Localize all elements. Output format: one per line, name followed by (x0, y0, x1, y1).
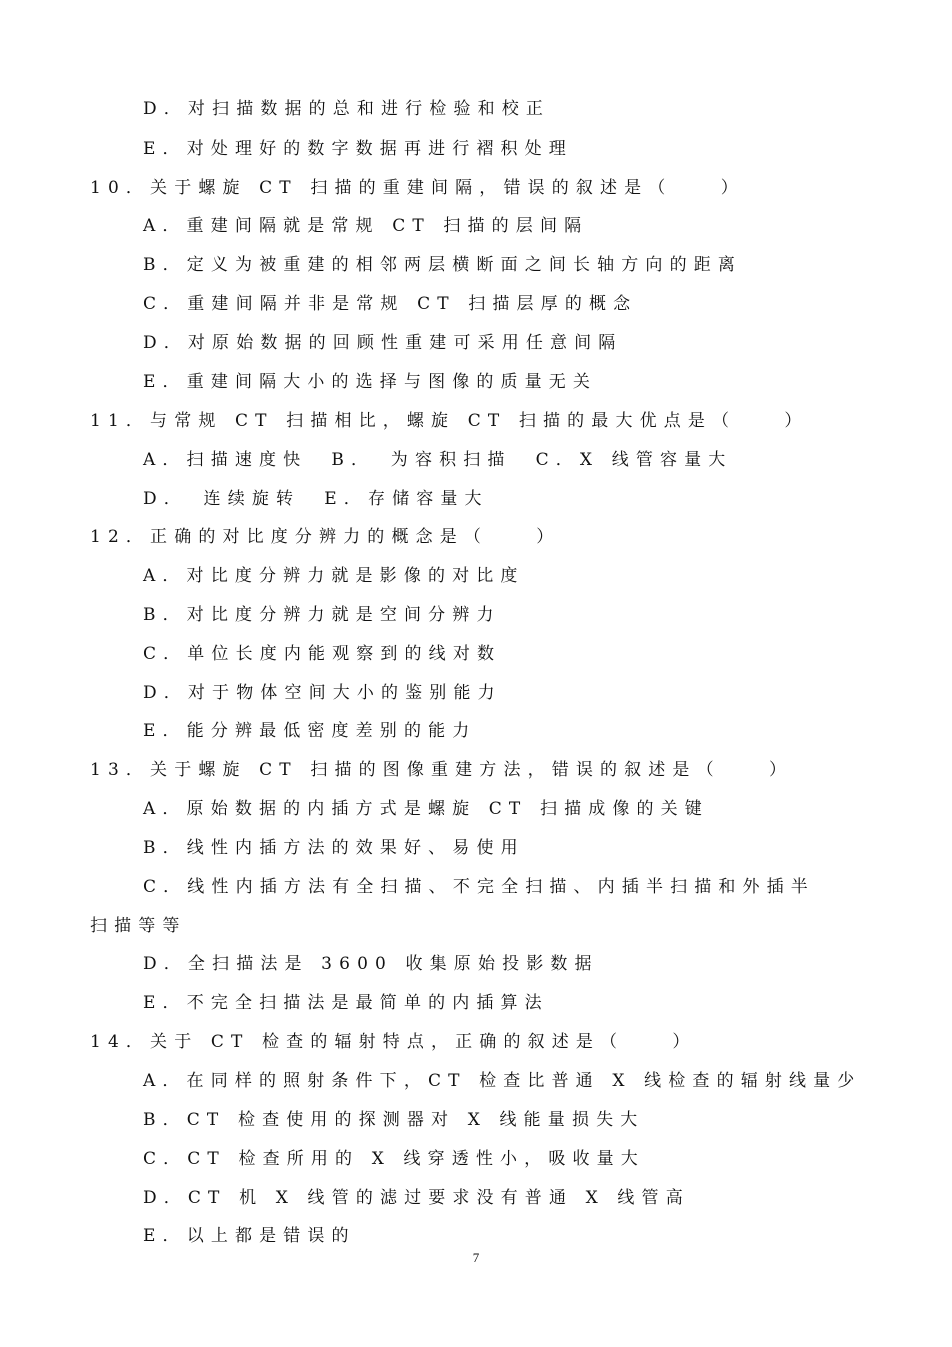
option-line: C．线性内插方法有全扫描、不完全扫描、内插半扫描和外插半 (143, 877, 815, 897)
option-line: D．对于物体空间大小的鉴别能力 (143, 683, 502, 703)
option-line: C．重建间隔并非是常规 CT 扫描层厚的概念 (143, 294, 638, 314)
option-line: B．对比度分辨力就是空间分辨力 (143, 605, 501, 625)
option-line: A．扫描速度快 B． 为容积扫描 C．X 线管容量大 (143, 450, 733, 470)
page-number: 7 (472, 1250, 480, 1265)
option-line: C．CT 检查所用的 X 线穿透性小，吸收量大 (143, 1149, 645, 1169)
option-line: E．能分辨最低密度差别的能力 (143, 721, 477, 741)
option-line: D．全扫描法是 3600 收集原始投影数据 (143, 954, 599, 974)
question-line: 13．关于螺旋 CT 扫描的图像重建方法，错误的叙述是（ ） (90, 760, 794, 780)
option-line: E．不完全扫描法是最简单的内插算法 (143, 993, 549, 1013)
option-line: A．原始数据的内插方式是螺旋 CT 扫描成像的关键 (143, 799, 709, 819)
option-line: A．重建间隔就是常规 CT 扫描的层间隔 (143, 216, 589, 236)
question-line: 12．正确的对比度分辨力的概念是（ ） (90, 527, 561, 547)
option-line: D．对原始数据的回顾性重建可采用任意间隔 (143, 333, 623, 353)
option-line: D．CT 机 X 线管的滤过要求没有普通 X 线管高 (143, 1188, 690, 1208)
option-line: B．CT 检查使用的探测器对 X 线能量损失大 (143, 1110, 645, 1130)
option-line: E．对处理好的数字数据再进行褶积处理 (143, 139, 573, 159)
option-line: B．线性内插方法的效果好、易使用 (143, 838, 525, 858)
option-line: C．单位长度内能观察到的线对数 (143, 644, 502, 664)
option-line: A．对比度分辨力就是影像的对比度 (143, 566, 525, 586)
question-line: 10．关于螺旋 CT 扫描的重建间隔，错误的叙述是（ ） (90, 178, 745, 198)
option-line: A．在同样的照射条件下，CT 检查比普通 X 线检查的辐射线量少 (143, 1071, 862, 1091)
option-line: B．定义为被重建的相邻两层横断面之间长轴方向的距离 (143, 255, 742, 275)
question-line: 14．关于 CT 检查的辐射特点，正确的叙述是（ ） (90, 1032, 697, 1052)
option-line: D． 连续旋转 E．存储容量大 (143, 489, 489, 509)
option-line: E．重建间隔大小的选择与图像的质量无关 (143, 372, 598, 392)
continuation-line: 扫描等等 (90, 916, 187, 936)
question-line: 11．与常规 CT 扫描相比，螺旋 CT 扫描的最大优点是（ ） (90, 411, 809, 431)
option-line: E．以上都是错误的 (143, 1226, 356, 1246)
option-line: D．对扫描数据的总和进行检验和校正 (143, 99, 551, 119)
